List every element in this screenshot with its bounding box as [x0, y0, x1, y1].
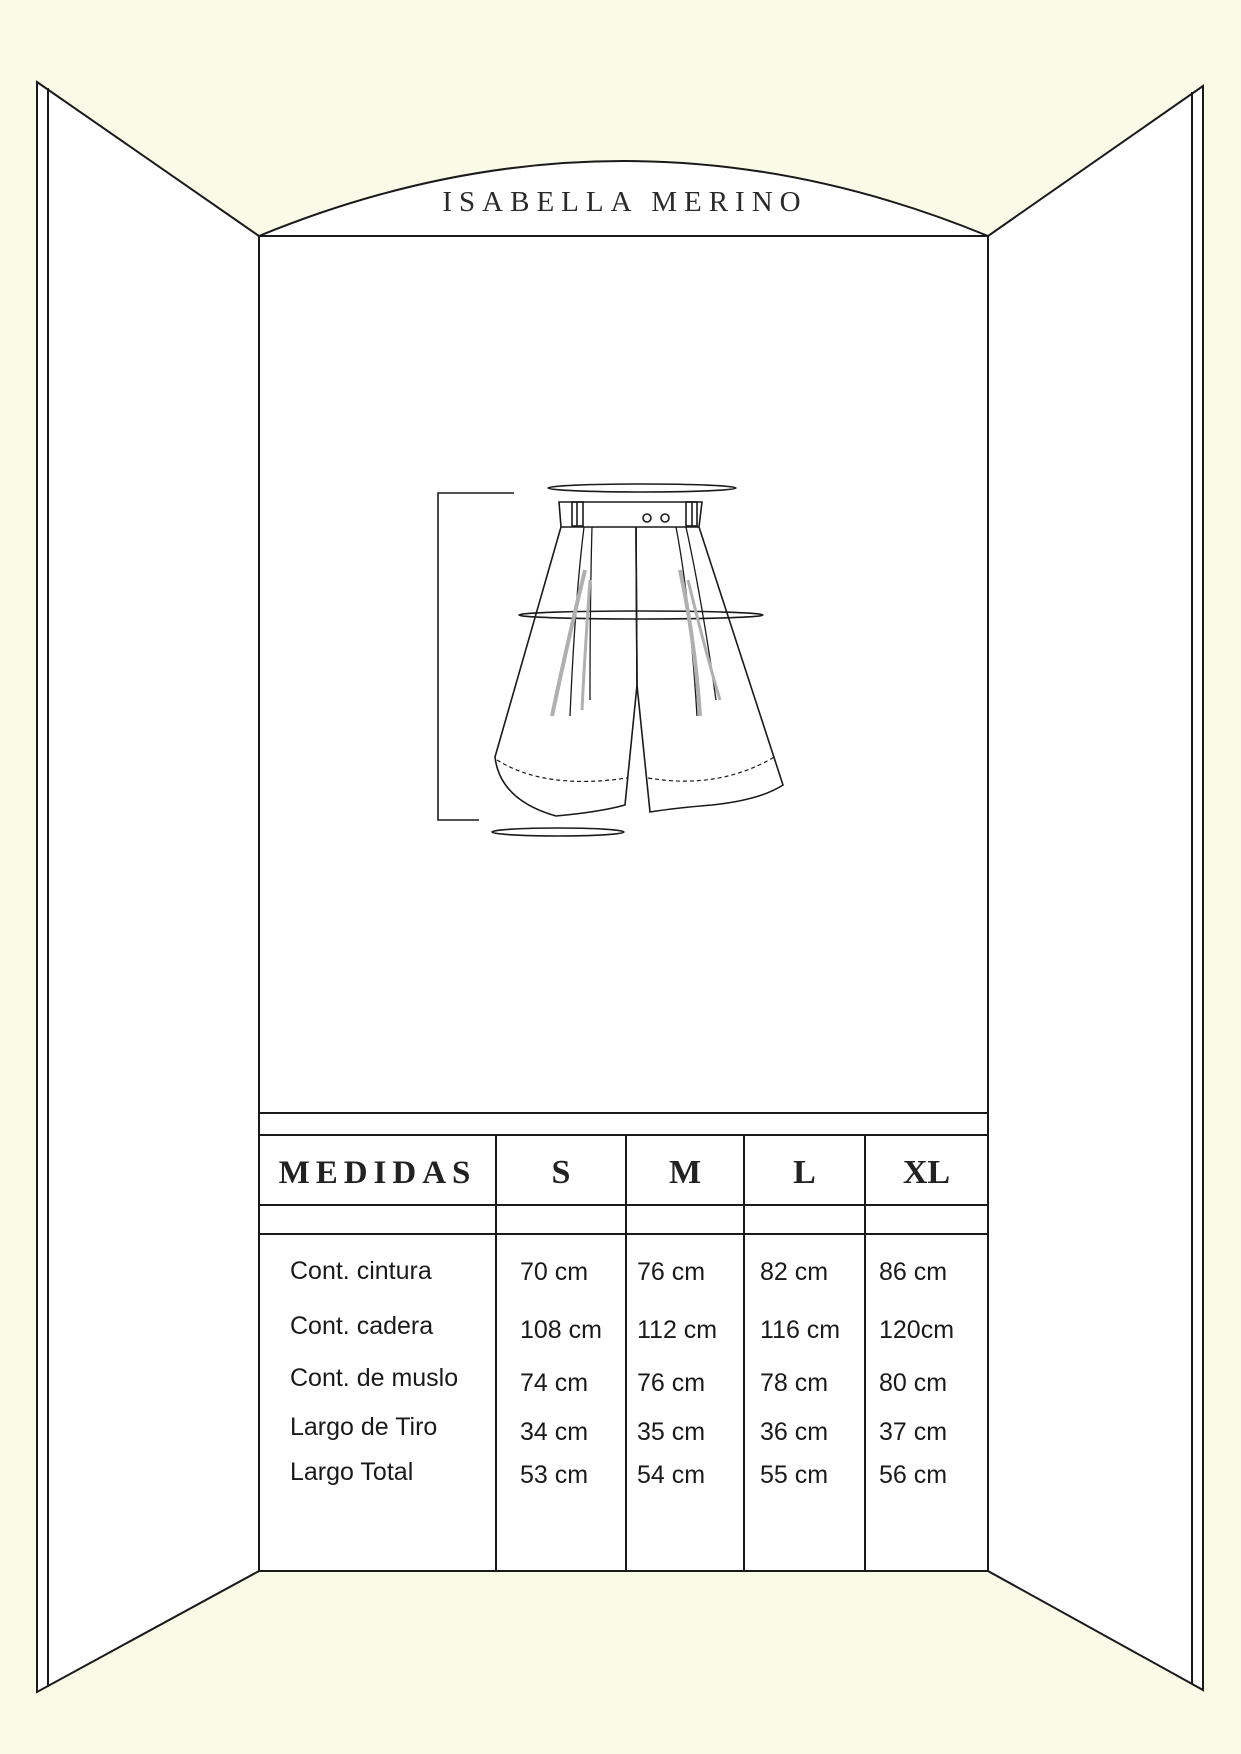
table-cell: 36 cm — [760, 1418, 829, 1446]
table-cell: 78 cm — [760, 1369, 829, 1397]
table-cell: 82 cm — [760, 1258, 829, 1286]
size-header-s: S — [551, 1154, 571, 1191]
size-header-xl: XL — [902, 1154, 951, 1191]
brand-title: ISABELLA MERINO — [442, 186, 808, 218]
table-cell: 80 cm — [879, 1369, 948, 1397]
table-cell: 76 cm — [637, 1369, 706, 1397]
left-door — [37, 82, 259, 1692]
table-cell: 53 cm — [520, 1461, 589, 1489]
table-cell: 116 cm — [760, 1316, 841, 1344]
table-cell: 76 cm — [637, 1258, 706, 1286]
central-panel — [259, 161, 988, 1571]
size-header-l: L — [793, 1154, 816, 1191]
table-cell: 70 cm — [520, 1258, 589, 1286]
table-cell: 35 cm — [637, 1418, 706, 1446]
table-cell: 37 cm — [879, 1418, 948, 1446]
row-label: Cont. de muslo — [290, 1364, 459, 1392]
table-cell: 112 cm — [637, 1316, 718, 1344]
right-door — [988, 86, 1203, 1690]
table-cell: 56 cm — [879, 1461, 948, 1489]
table-cell: 108 cm — [520, 1316, 602, 1344]
table-header-medidas: MEDIDAS — [278, 1155, 477, 1191]
table-cell: 34 cm — [520, 1418, 589, 1446]
table-cell: 74 cm — [520, 1369, 589, 1397]
table-cell: 55 cm — [760, 1461, 829, 1489]
table-cell: 86 cm — [879, 1258, 948, 1286]
row-label: Largo de Tiro — [290, 1413, 438, 1441]
size-header-m: M — [668, 1154, 702, 1191]
row-label: Cont. cintura — [290, 1257, 432, 1285]
table-cell: 54 cm — [637, 1461, 706, 1489]
row-label: Cont. cadera — [290, 1312, 434, 1340]
row-label: Largo Total — [290, 1458, 414, 1486]
table-cell: 120cm — [879, 1316, 955, 1344]
